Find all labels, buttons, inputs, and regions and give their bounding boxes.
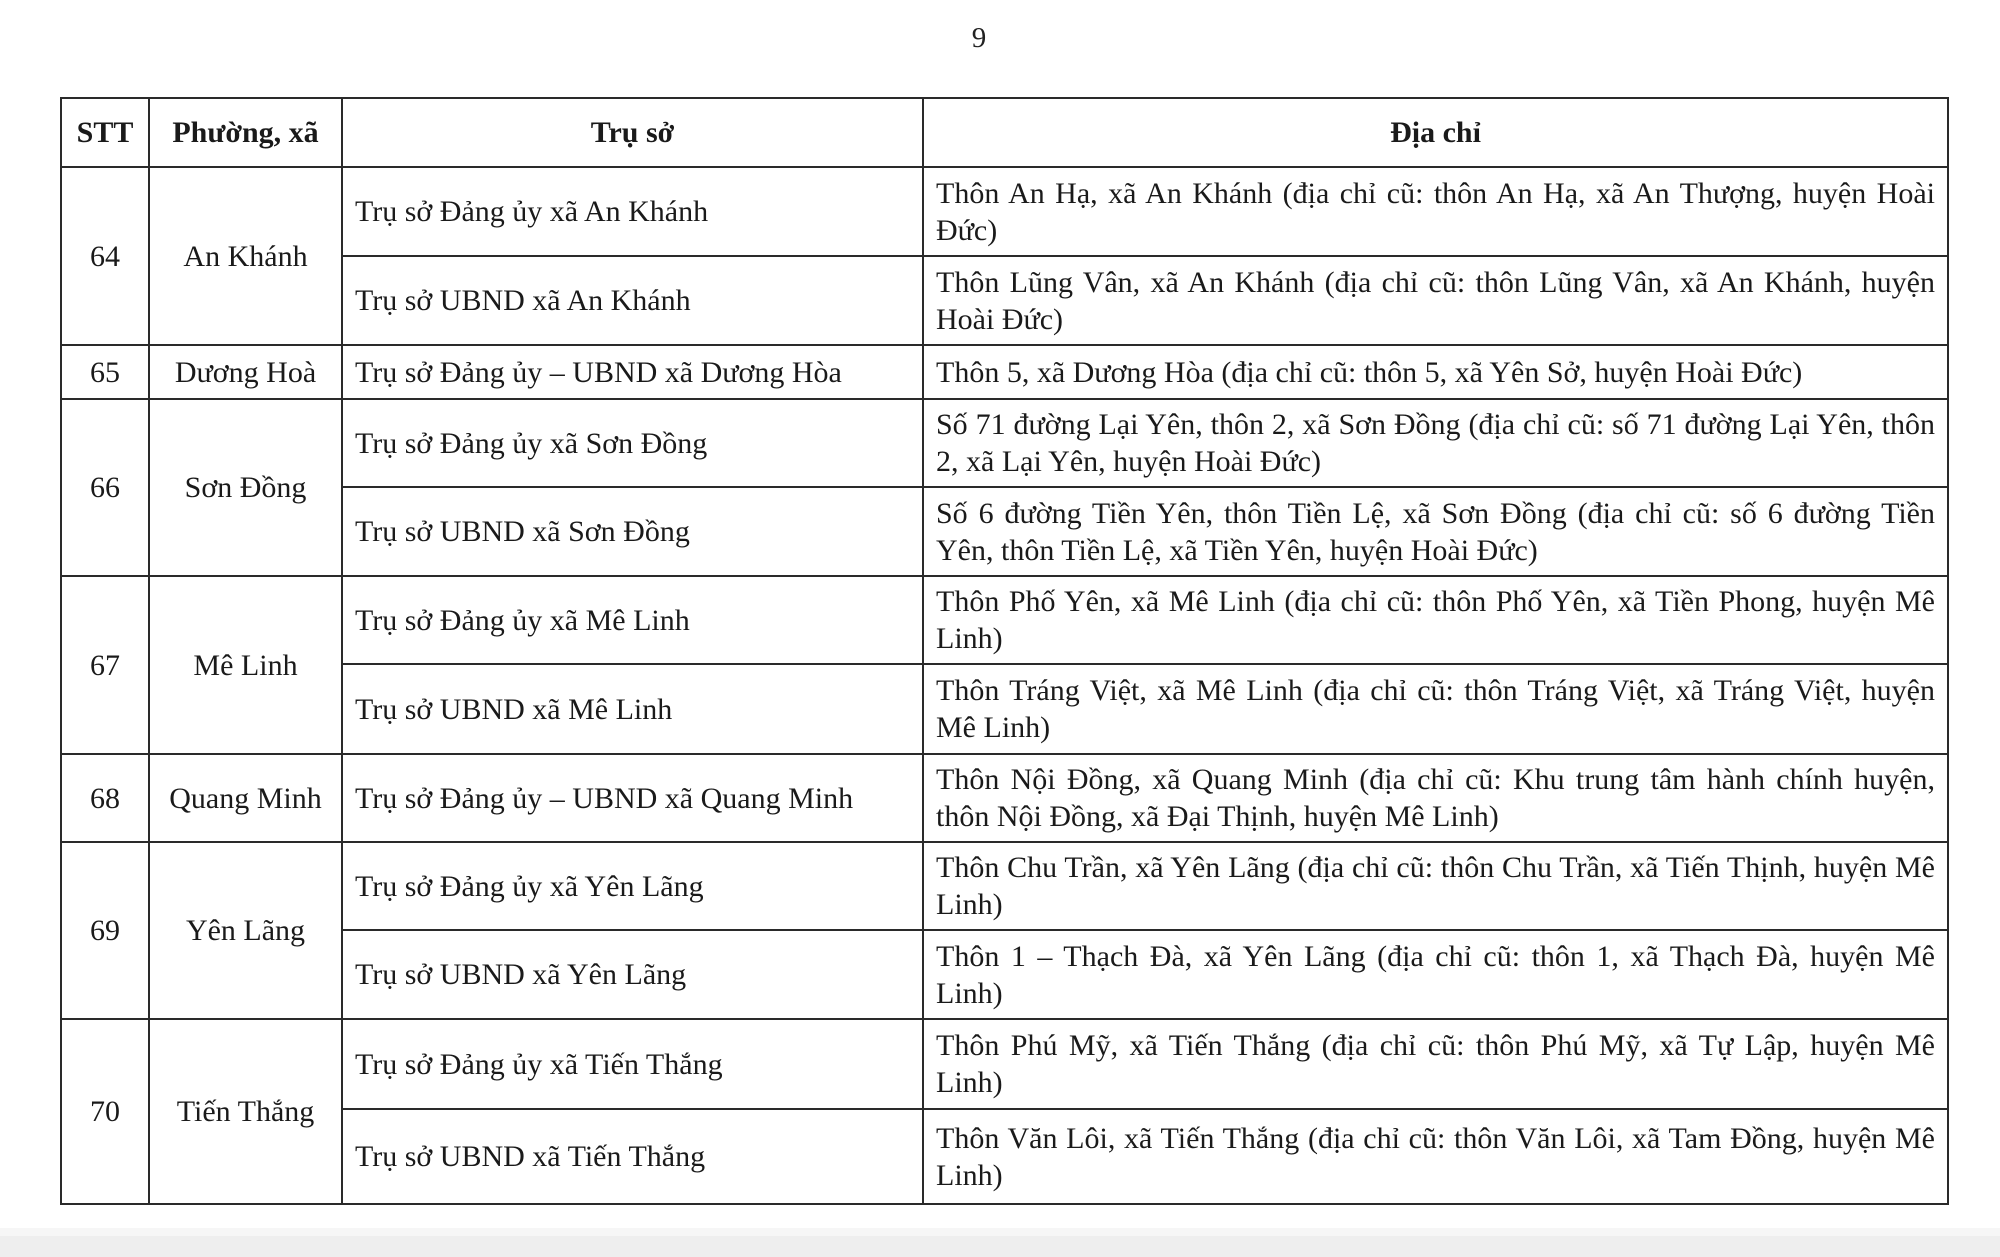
cell-ward: An Khánh: [149, 167, 342, 345]
cell-stt: 68: [61, 754, 149, 842]
page-number: 9: [971, 22, 987, 54]
cell-office: Trụ sở Đảng ủy xã Sơn Đồng: [342, 399, 923, 487]
cell-stt: 70: [61, 1019, 149, 1204]
office-address-table: [60, 97, 1949, 1205]
cell-address: Thôn 1 – Thạch Đà, xã Yên Lãng (địa chỉ cũ: thôn 1, xã Thạch Đà, huyện Mê Linh): [923, 930, 1948, 1019]
cell-stt: 67: [61, 576, 149, 754]
cell-address: Thôn Văn Lôi, xã Tiến Thắng (địa chỉ cũ: thôn Văn Lôi, xã Tam Đồng, huyện Mê Linh): [923, 1109, 1948, 1204]
cell-office: Trụ sở Đảng ủy xã Tiến Thắng: [342, 1019, 923, 1109]
cell-stt: 65: [61, 345, 149, 399]
table-row: [61, 754, 1948, 842]
table-header-row: [61, 98, 1948, 167]
header-office: Trụ sở: [342, 98, 923, 167]
cell-ward: Quang Minh: [149, 754, 342, 842]
table-row: [61, 664, 1948, 754]
header-ward: Phường, xã: [149, 98, 342, 167]
cell-office: Trụ sở Đảng ủy xã Yên Lãng: [342, 842, 923, 930]
cell-office: Trụ sở UBND xã An Khánh: [342, 256, 923, 345]
cell-address: Thôn Phố Yên, xã Mê Linh (địa chỉ cũ: thôn Phố Yên, xã Tiền Phong, huyện Mê Linh): [923, 576, 1948, 664]
cell-address: Thôn Chu Trần, xã Yên Lãng (địa chỉ cũ: thôn Chu Trần, xã Tiến Thịnh, huyện Mê Linh): [923, 842, 1948, 930]
cell-office: Trụ sở UBND xã Sơn Đồng: [342, 487, 923, 576]
cell-address: Số 71 đường Lại Yên, thôn 2, xã Sơn Đồng (địa chỉ cũ: số 71 đường Lại Yên, thôn 2, xã Lại Yên, huyện Hoài Đức): [923, 399, 1948, 487]
header-stt: STT: [61, 98, 149, 167]
cell-office: Trụ sở Đảng ủy – UBND xã Dương Hòa: [342, 345, 923, 399]
cell-office: Trụ sở Đảng ủy xã Mê Linh: [342, 576, 923, 664]
cell-address: Thôn An Hạ, xã An Khánh (địa chỉ cũ: thôn An Hạ, xã An Thượng, huyện Hoài Đức): [923, 167, 1948, 256]
cell-office: Trụ sở UBND xã Mê Linh: [342, 664, 923, 754]
cell-address: Thôn Nội Đồng, xã Quang Minh (địa chỉ cũ: Khu trung tâm hành chính huyện, thôn Nội Đồng, xã Đại Thịnh, huyện Mê Linh): [923, 754, 1948, 842]
table-row: [61, 1109, 1948, 1204]
table-row: [61, 576, 1948, 664]
table-row: [61, 842, 1948, 930]
table-row: [61, 487, 1948, 576]
table-row: [61, 1019, 1948, 1109]
cell-ward: Dương Hoà: [149, 345, 342, 399]
cell-address: Thôn Tráng Việt, xã Mê Linh (địa chỉ cũ: thôn Tráng Việt, xã Tráng Việt, huyện Mê Linh): [923, 664, 1948, 754]
cell-address: Thôn Phú Mỹ, xã Tiến Thắng (địa chỉ cũ: thôn Phú Mỹ, xã Tự Lập, huyện Mê Linh): [923, 1019, 1948, 1109]
table-row: [61, 345, 1948, 399]
cell-office: Trụ sở Đảng ủy – UBND xã Quang Minh: [342, 754, 923, 842]
cell-ward: Sơn Đồng: [149, 399, 342, 576]
cell-stt: 64: [61, 167, 149, 345]
cell-office: Trụ sở UBND xã Yên Lãng: [342, 930, 923, 1019]
table-row: [61, 167, 1948, 256]
cell-address: Số 6 đường Tiền Yên, thôn Tiền Lệ, xã Sơn Đồng (địa chỉ cũ: số 6 đường Tiền Yên, thôn Tiền Lệ, xã Tiền Yên, huyện Hoài Đức): [923, 487, 1948, 576]
header-address: Địa chỉ: [923, 98, 1948, 167]
page-bottom-margin: [0, 1228, 2000, 1257]
cell-office: Trụ sở UBND xã Tiến Thắng: [342, 1109, 923, 1204]
cell-address: Thôn Lũng Vân, xã An Khánh (địa chỉ cũ: thôn Lũng Vân, xã An Khánh, huyện Hoài Đức): [923, 256, 1948, 345]
cell-stt: 66: [61, 399, 149, 576]
cell-ward: Mê Linh: [149, 576, 342, 754]
cell-address: Thôn 5, xã Dương Hòa (địa chỉ cũ: thôn 5, xã Yên Sở, huyện Hoài Đức): [923, 345, 1948, 399]
cell-ward: Tiến Thắng: [149, 1019, 342, 1204]
cell-ward: Yên Lãng: [149, 842, 342, 1019]
table-row: [61, 256, 1948, 345]
table-row: [61, 930, 1948, 1019]
table-row: [61, 399, 1948, 487]
cell-stt: 69: [61, 842, 149, 1019]
cell-office: Trụ sở Đảng ủy xã An Khánh: [342, 167, 923, 256]
